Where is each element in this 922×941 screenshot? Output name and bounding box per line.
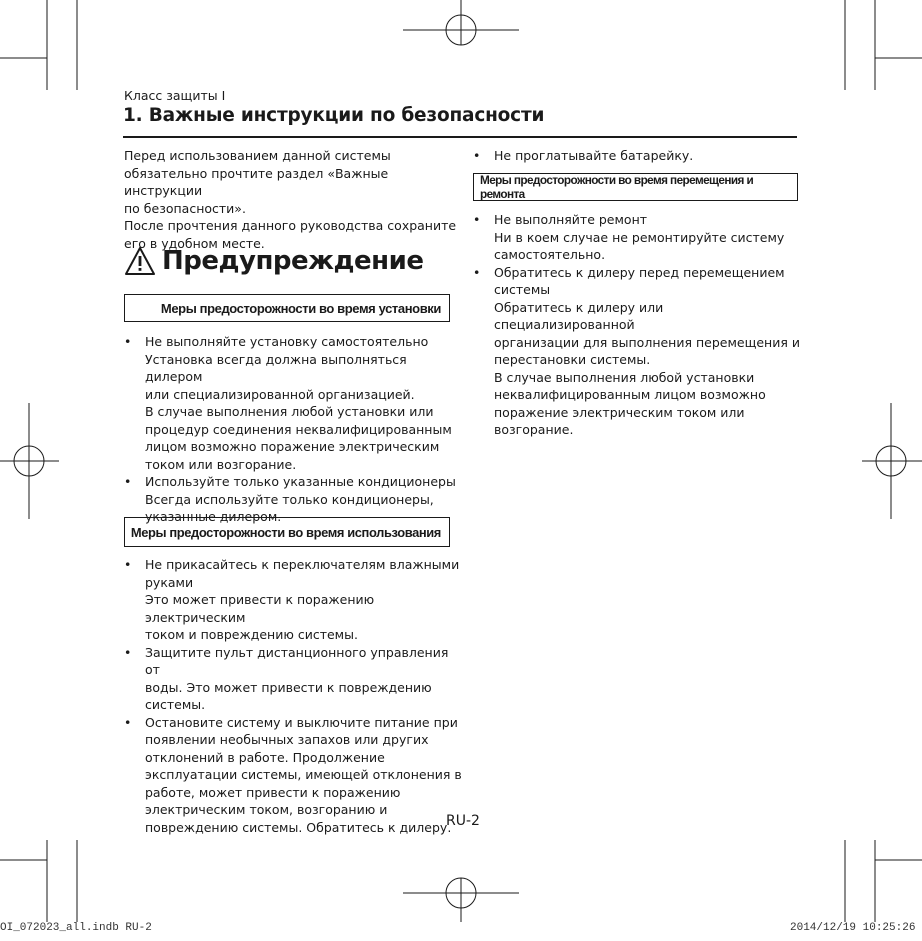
intro-line: После прочтения данного руководства сохраните <box>124 218 457 233</box>
item-line: отклонений в работе. Продолжение <box>145 749 385 765</box>
item-line: процедур соединения неквалифицированным <box>145 421 452 437</box>
moving-heading: Меры предосторожности во время перемещения и ремонта <box>479 173 754 201</box>
usage-heading: Меры предосторожности во время использования <box>130 524 441 540</box>
item-line: самостоятельно. <box>494 247 606 262</box>
list-item <box>473 264 803 439</box>
item-line: Это может привести к поражению электрическим <box>145 592 375 625</box>
section-title: 1. Важные инструкции по безопасности <box>123 105 545 126</box>
item-line: Установка всегда должна выполняться дилером <box>145 351 407 384</box>
list-item <box>473 147 803 165</box>
footer-timestamp: 2014/12/19 10:25:26 <box>790 922 916 934</box>
item-line: или специализированной организацией. <box>145 386 415 402</box>
item-line: системы <box>494 282 551 297</box>
intro-paragraph <box>124 147 459 252</box>
installation-heading: Меры предосторожности во время установки <box>160 300 441 316</box>
item-line: лицом возможно поражение электрическим <box>145 439 440 454</box>
bullet: • <box>473 212 481 227</box>
item-line: эксплуатации системы, имеющей отклонения в <box>145 767 462 782</box>
registration-mark-left <box>0 403 59 519</box>
item-line: неквалифицированным лицом возможно <box>494 387 766 402</box>
bullet: • <box>124 557 132 572</box>
battery-list <box>473 147 803 165</box>
registration-mark-bottom <box>403 878 519 922</box>
bullet: • <box>124 644 132 660</box>
moving-list <box>473 211 803 439</box>
warning-heading <box>124 246 423 276</box>
intro-line: его в удобном месте. <box>124 235 265 251</box>
bullet: • <box>473 148 481 163</box>
item-line: Не прикасайтесь к переключателям влажными <box>145 557 460 572</box>
list-item <box>124 714 464 837</box>
item-line: Обратитесь к дилеру перед перемещением <box>494 264 785 280</box>
item-line: Защитите пульт дистанционного управления от <box>145 644 449 677</box>
item-line: током и повреждению системы. <box>145 627 358 642</box>
item-line: током или возгорание. <box>145 456 297 472</box>
usage-list <box>124 556 464 836</box>
item-line: повреждению системы. Обратитесь к дилеру. <box>145 819 452 835</box>
item-line: Остановите систему и выключите питание при <box>145 714 458 730</box>
bullet: • <box>124 474 132 489</box>
intro-line: по безопасности». <box>124 200 246 216</box>
item-line: В случае выполнения любой установки или <box>145 404 434 419</box>
bullet: • <box>473 264 481 280</box>
page-number: RU-2 <box>446 813 480 829</box>
class-label: Класс защиты I <box>124 88 226 103</box>
item-line: воды. Это может привести к повреждению <box>145 679 432 695</box>
item-line: Обратитесь к дилеру или специализированной <box>494 299 664 332</box>
item-line: организации для выполнения перемещения и <box>494 334 800 350</box>
item-line: руками <box>145 574 194 590</box>
item-line: Используйте только указанные кондиционеры <box>145 474 456 489</box>
item-line: Всегда используйте только кондиционеры, <box>145 491 434 507</box>
intro-line: Перед использованием данной системы <box>124 148 391 163</box>
list-item <box>473 211 803 264</box>
intro-line: обязательно прочтите раздел «Важные инструкции <box>124 165 389 198</box>
item-line: Не выполняйте установку самостоятельно <box>145 334 429 349</box>
item-line: поражение электрическим током или <box>494 404 745 420</box>
bullet: • <box>124 334 132 349</box>
list-item <box>124 333 460 473</box>
item-line: возгорание. <box>494 422 574 437</box>
item-line: указанные дилером. <box>145 509 282 524</box>
title-rule <box>123 136 797 138</box>
installation-list <box>124 333 460 526</box>
footer-file-info: OI_072023_all.indb RU-2 <box>0 922 152 934</box>
item-line: Не проглатывайте батарейку. <box>494 148 694 163</box>
installation-heading-box <box>124 294 450 322</box>
item-line: появлении необычных запахов или других <box>145 732 429 747</box>
usage-heading-box <box>124 517 450 547</box>
list-item <box>124 644 464 714</box>
item-line: Ни в коем случае не ремонтируйте систему <box>494 229 785 245</box>
item-line: системы. <box>145 697 206 712</box>
warning-title: Предупреждение <box>162 246 424 276</box>
item-line: перестановки системы. <box>494 352 651 367</box>
registration-mark-top <box>403 0 519 45</box>
item-line: работе, может привести к поражению <box>145 784 401 800</box>
item-line: В случае выполнения любой установки <box>494 369 755 385</box>
moving-heading-box <box>473 173 798 201</box>
item-line: Не выполняйте ремонт <box>494 212 648 227</box>
item-line: электрическим током, возгоранию и <box>145 802 388 817</box>
list-item <box>124 556 464 644</box>
bullet: • <box>124 714 132 730</box>
registration-mark-right <box>862 403 922 519</box>
warning-triangle-icon <box>124 246 156 276</box>
